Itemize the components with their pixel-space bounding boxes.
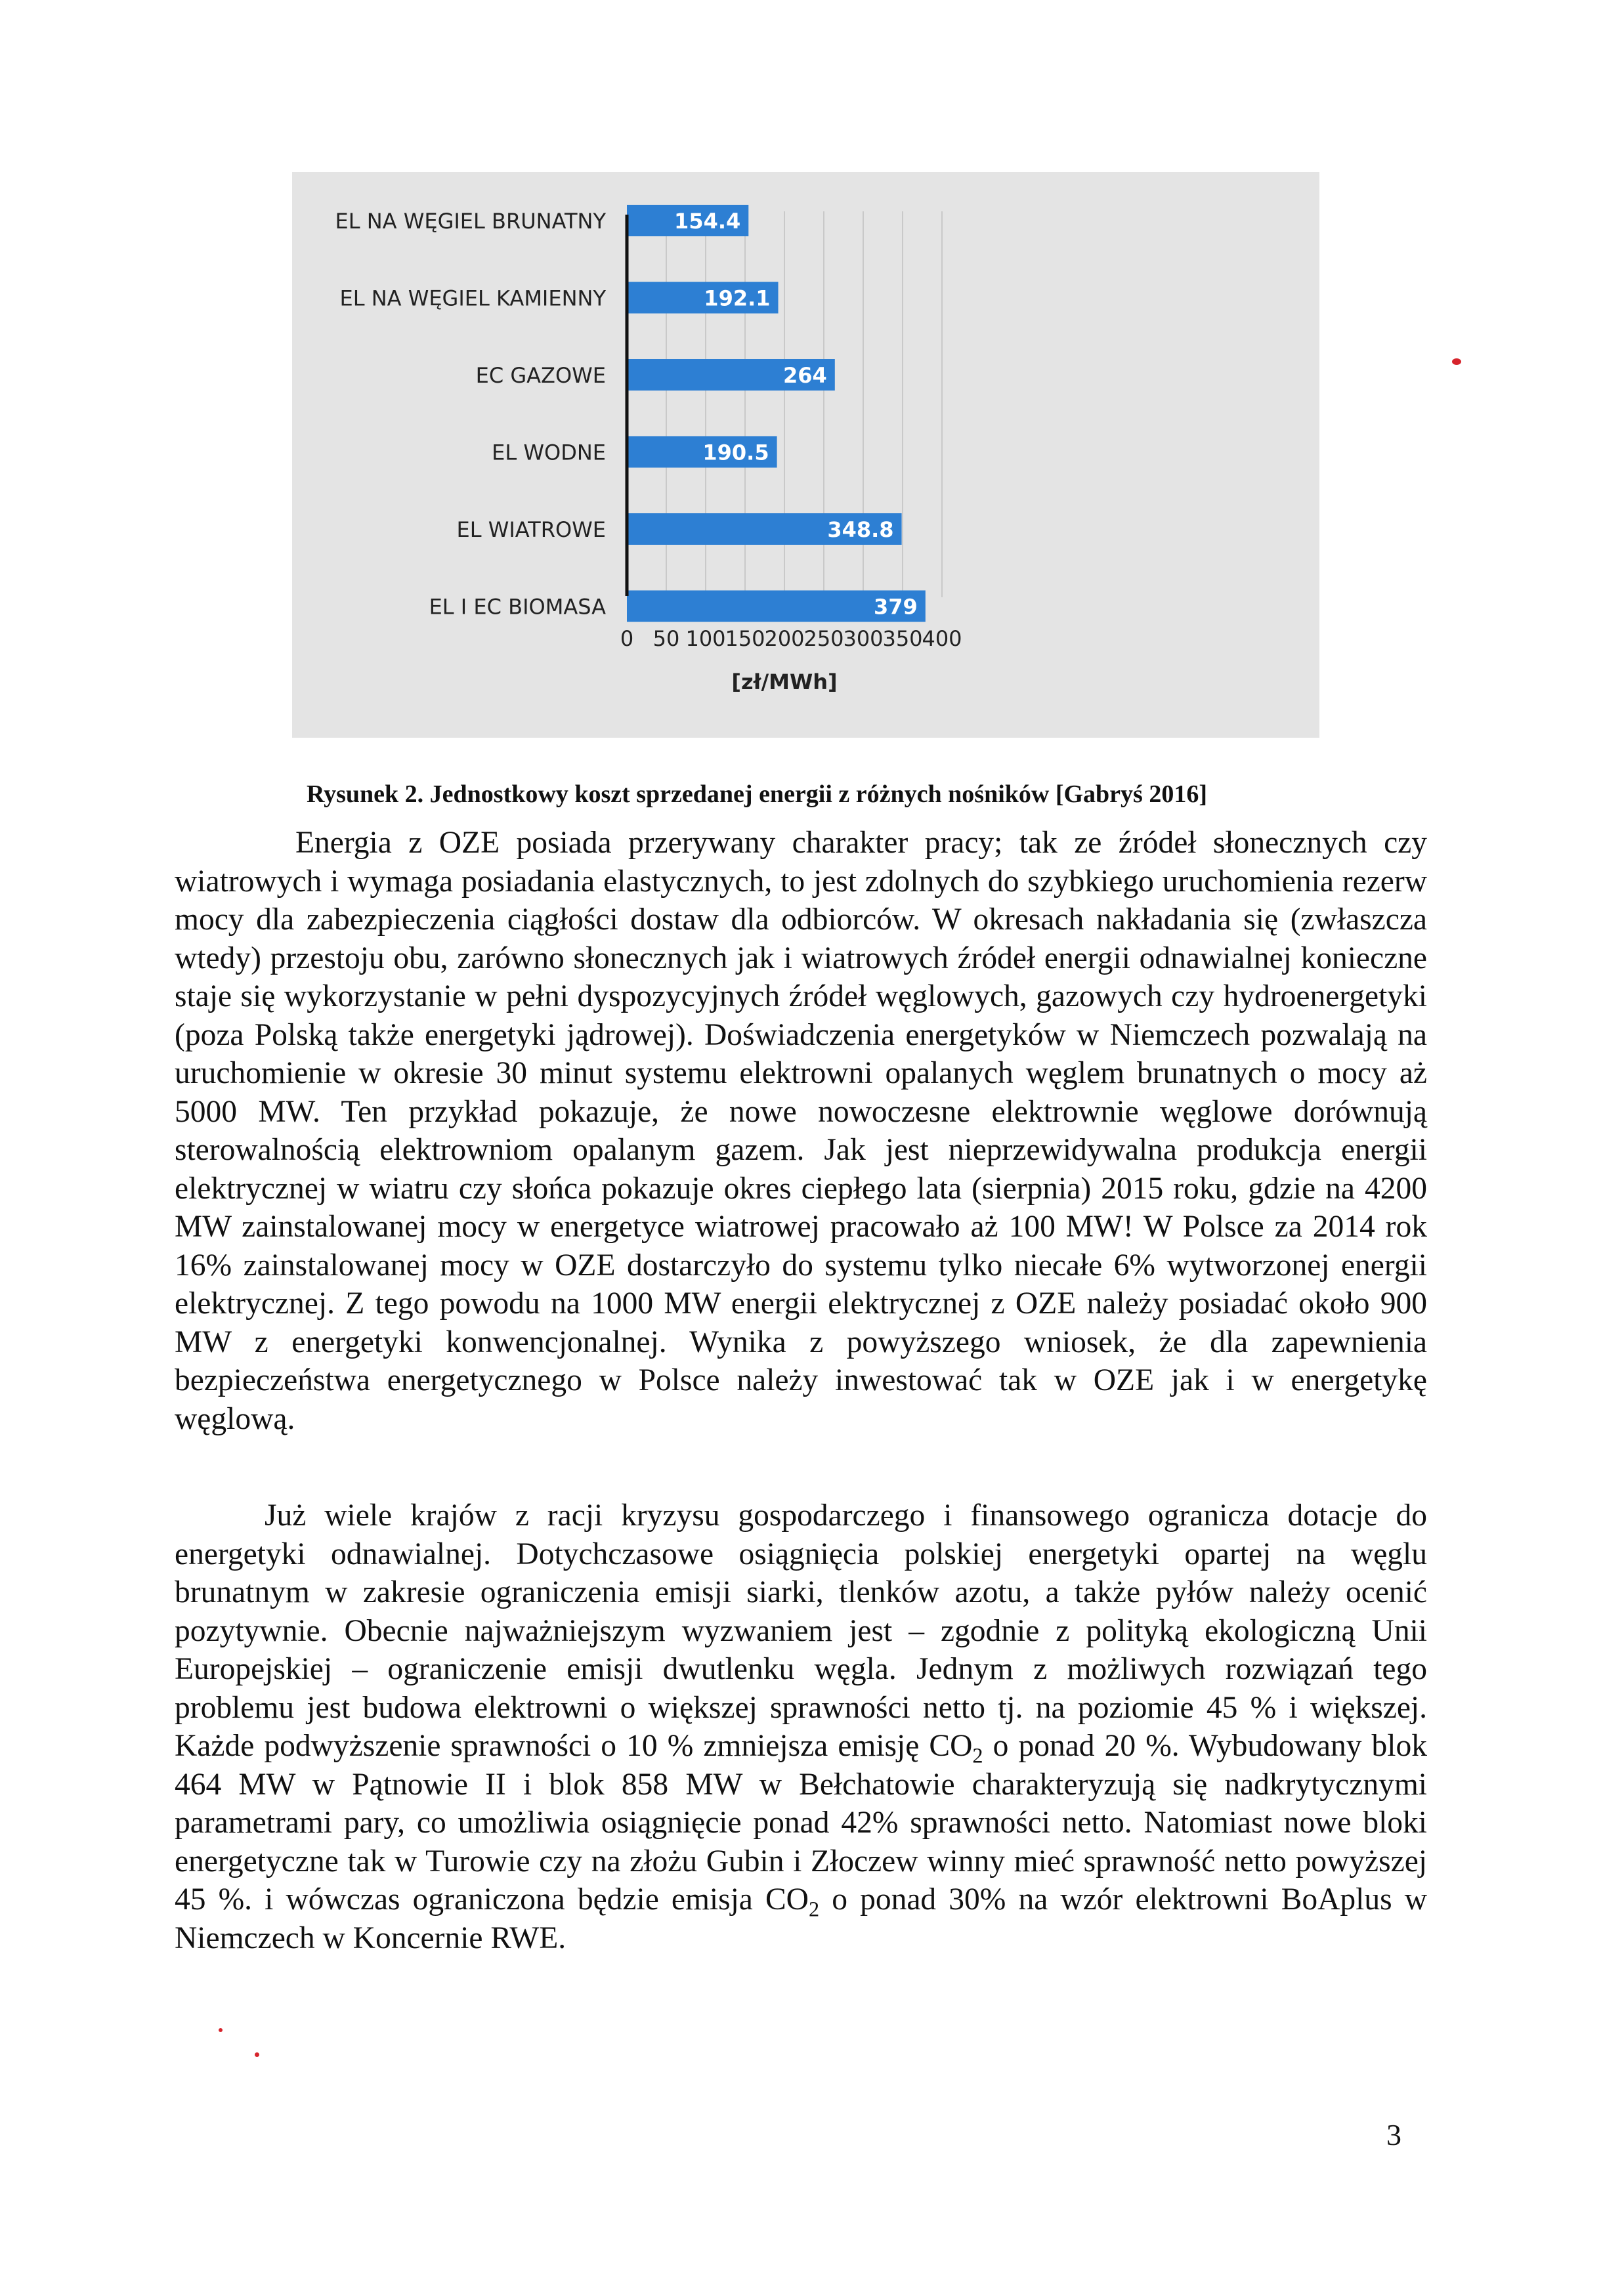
ink-mark	[255, 2052, 259, 2057]
bar-chart-svg	[292, 172, 1319, 738]
bar-value-label: 154.4	[674, 209, 741, 234]
category-label: EL WIATROWE	[456, 517, 606, 542]
figure-caption: Rysunek 2. Jednostkowy koszt sprzedanej energii z różnych nośników [Gabryś 2016]	[307, 780, 1207, 808]
category-label: EL I EC BIOMASA	[429, 594, 606, 620]
x-tick-label: 300	[843, 626, 884, 651]
x-tick-label: 400	[922, 626, 962, 651]
co2-subscript-2: 2	[808, 1897, 820, 1921]
ink-mark	[219, 2028, 223, 2032]
bar-value-label: 379	[874, 594, 918, 620]
category-label: EL NA WĘGIEL BRUNATNY	[335, 209, 606, 234]
paragraph-2-part-2: o ponad 20 %. Wybudowany blok 464 MW w Pątnowie II i blok 858 MW w Bełchatowie charakteryzują się nadkrytycznymi parametrami pary, co umożliwia osiągnięcie ponad 42% sprawności netto. Natomiast nowe bloki energetyczne tak w Turowie czy na złożu Gubin i Złoczew winny mieć sprawność netto powyższej 45 %. i wówczas ograniczona będzie emisja CO	[175, 1729, 1427, 1917]
x-tick-label: 350	[882, 626, 923, 651]
ink-mark	[1452, 358, 1461, 365]
x-tick-label: 250	[803, 626, 844, 651]
paragraph-2-part-1: Już wiele krajów z racji kryzysu gospodarczego i finansowego ogranicza dotacje do energetyki odnawialnej. Dotychczasowe osiągnięcia polskiej energetyki opartej na węglu brunatnym w zakresie ograniczenia emisji siarki, tlenków azotu, a także pyłów należy ocenić pozytywnie. Obecnie najważniejszym wyzwaniem jest – zgodnie z polityką ekologiczną Unii Europejskiej – ograniczenie emisji dwutlenku węgla. Jednym z możliwych rozwiązań tego problemu jest budowa elektrowni o większej sprawności netto tj. na poziomie 45 % i większej. Każde podwyższenie sprawności o 10 % zmniejsza emisję CO	[175, 1498, 1427, 1763]
category-label: EL WODNE	[492, 440, 606, 465]
bar-value-label: 192.1	[704, 286, 771, 311]
category-label: EC GAZOWE	[475, 363, 606, 388]
bar-chart	[292, 172, 1319, 738]
paragraph-1: Energia z OZE posiada przerywany charakter pracy; tak ze źródeł słonecznych czy wiatrowych i wymaga posiadania elastycznych, to jest zdolnych do szybkiego uruchomienia rezerw mocy dla zabezpieczenia ciągłości dostaw dla odbiorców. W okresach nakładania się (zwłaszcza wtedy) przestoju obu, zarówno słonecznych jak i wiatrowych źródeł energii odnawialnej konieczne staje się wykorzystanie w pełni dyspozycyjnych źródeł węglowych, gazowych czy hydroenergetyki (poza Polską także energetyki jądrowej). Doświadczenia energetyków w Niemczech pozwalają na uruchomienie w okresie 30 minut systemu elektrowni opalanych węglem brunatnych o mocy aż 5000 MW. Ten przykład pokazuje, że nowe nowoczesne elektrownie węglowe dorównują sterowalnością elektrowniom opalanym gazem. Jak jest nieprzewidywalna produkcja energii elektrycznej w wiatru czy słońca pokazuje okres ciepłego lata (sierpnia) 2015 roku, gdzie na 4200 MW zainstalowanej mocy w energetyce wiatrowej pracowało aż 100 MW! W Polsce za 2014 rok 16% zainstalowanej mocy w OZE dostarczyło do systemu tylko niecałe 6% wytworzonej energii elektrycznej. Z tego powodu na 1000 MW energii elektrycznej z OZE należy posiadać około 900 MW z energetyki konwencjonalnej. Wynika z powyższego wniosek, że dla zapewnienia bezpieczeństwa energetycznego w Polsce należy inwestować tak w OZE jak i w energetykę węglową.	[175, 826, 1427, 1436]
x-tick-label: 150	[725, 626, 765, 651]
paragraph-2-part-3: o ponad 30% na wzór elektrowni BoAplus w Niemczech w Koncernie RWE.	[175, 1882, 1428, 1955]
x-axis-label: [zł/MWh]	[731, 669, 838, 694]
page-number: 3	[1386, 2118, 1401, 2152]
bar-value-label: 348.8	[827, 517, 894, 542]
x-tick-label: 50	[652, 626, 680, 651]
bar-value-label: 190.5	[702, 440, 769, 465]
category-label: EL NA WĘGIEL KAMIENNY	[339, 286, 606, 311]
x-tick-label: 100	[685, 626, 726, 651]
x-tick-label: 0	[620, 626, 634, 651]
bar-value-label: 264	[783, 363, 827, 388]
paragraph-2	[175, 1496, 1427, 1957]
co2-subscript-1: 2	[972, 1743, 983, 1768]
x-tick-label: 200	[764, 626, 805, 651]
